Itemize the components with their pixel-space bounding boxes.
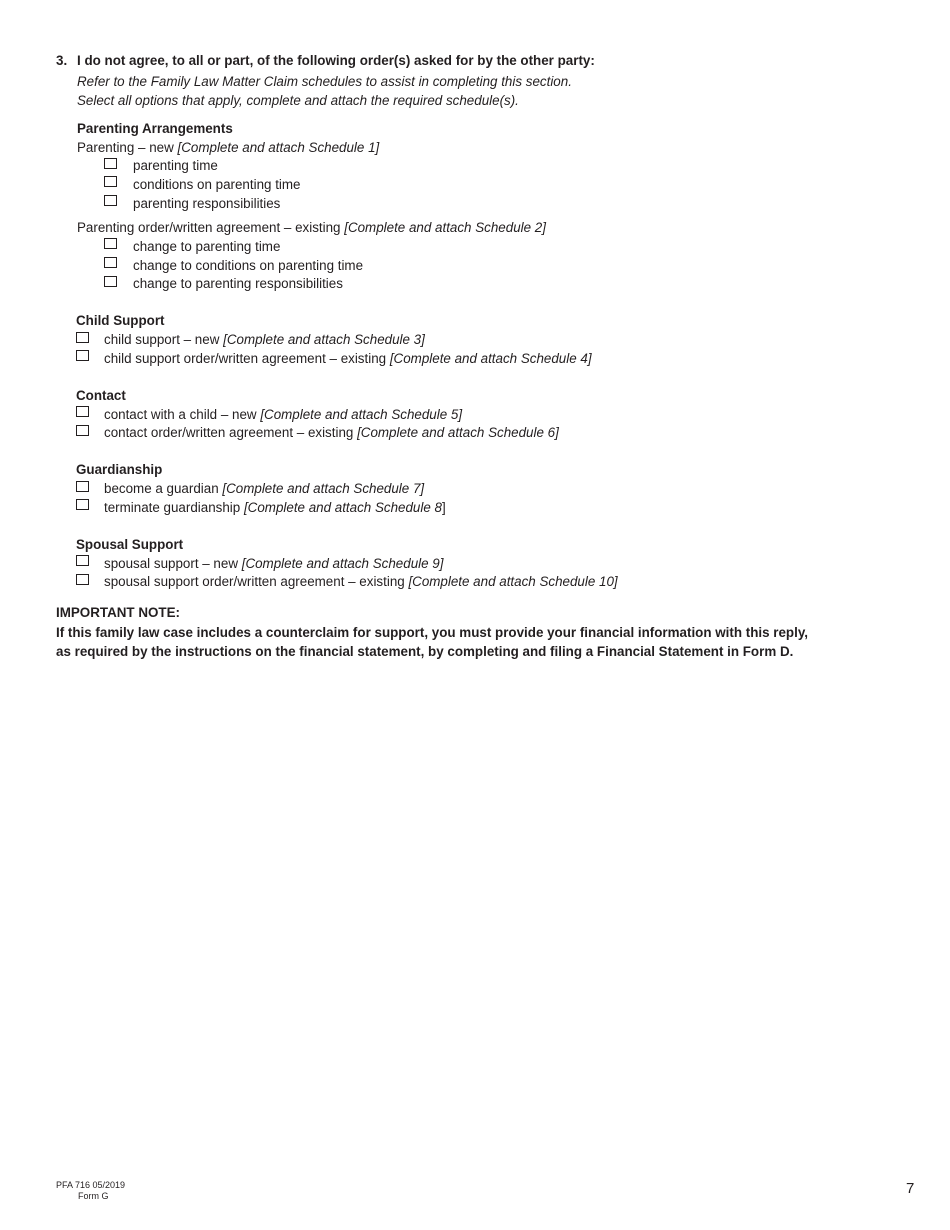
contact-new-checkbox[interactable] bbox=[76, 406, 89, 417]
parenting-title: Parenting Arrangements bbox=[77, 121, 233, 136]
child-support-new-label: child support – new [Complete and attach Schedule 3] bbox=[104, 332, 425, 347]
important-note-title: IMPORTANT NOTE: bbox=[56, 605, 180, 620]
important-note-body bbox=[56, 624, 886, 661]
spousal-support-existing-checkbox[interactable] bbox=[76, 574, 89, 585]
contact-new-label: contact with a child – new [Complete and attach Schedule 5] bbox=[104, 407, 463, 422]
important-note-line-1: If this family law case includes a counterclaim for support, you must provide your financial information with this reply, bbox=[56, 625, 809, 640]
page-number: 7 bbox=[906, 1180, 915, 1197]
important-note-line-2: as required by the instructions on the financial statement, by completing and filing a Financial Statement in Form D. bbox=[56, 643, 794, 659]
change-parenting-time-label: change to parenting time bbox=[133, 239, 281, 254]
section-instruction-2: Select all options that apply, complete and attach the required schedule(s). bbox=[77, 93, 519, 108]
section-heading: I do not agree, to all or part, of the following order(s) asked for by the other party: bbox=[77, 53, 595, 68]
conditions-parenting-time-label: conditions on parenting time bbox=[133, 177, 301, 192]
contact-title: Contact bbox=[76, 388, 126, 403]
spousal-support-title: Spousal Support bbox=[76, 537, 184, 552]
spousal-support-new-label: spousal support – new [Complete and attach Schedule 9] bbox=[104, 556, 444, 571]
contact-existing-checkbox[interactable] bbox=[76, 425, 89, 436]
parenting-responsibilities-label: parenting responsibilities bbox=[133, 196, 281, 211]
terminate-guardianship-label: terminate guardianship [Complete and attach Schedule 8] bbox=[104, 500, 446, 515]
parenting-new-label: Parenting – new [Complete and attach Schedule 1] bbox=[77, 140, 380, 155]
spousal-support-existing-label: spousal support order/written agreement – existing [Complete and attach Schedule 10] bbox=[104, 574, 618, 589]
spousal-support-new-checkbox[interactable] bbox=[76, 555, 89, 566]
change-conditions-label: change to conditions on parenting time bbox=[133, 258, 364, 273]
change-responsibilities-checkbox[interactable] bbox=[104, 276, 117, 287]
change-responsibilities-label: change to parenting responsibilities bbox=[133, 276, 343, 291]
parenting-time-checkbox[interactable] bbox=[104, 158, 117, 169]
parenting-responsibilities-checkbox[interactable] bbox=[104, 195, 117, 206]
change-conditions-checkbox[interactable] bbox=[104, 257, 117, 268]
conditions-parenting-time-checkbox[interactable] bbox=[104, 176, 117, 187]
child-support-existing-checkbox[interactable] bbox=[76, 350, 89, 361]
terminate-guardianship-checkbox[interactable] bbox=[76, 499, 89, 510]
contact-existing-label: contact order/written agreement – existing [Complete and attach Schedule 6] bbox=[104, 425, 559, 440]
section-instruction-1: Refer to the Family Law Matter Claim schedules to assist in completing this section. bbox=[77, 74, 572, 89]
child-support-title: Child Support bbox=[76, 313, 165, 328]
become-guardian-label: become a guardian [Complete and attach Schedule 7] bbox=[104, 481, 425, 496]
become-guardian-checkbox[interactable] bbox=[76, 481, 89, 492]
section-number: 3. bbox=[56, 53, 68, 68]
parenting-time-label: parenting time bbox=[133, 158, 218, 173]
footer-form-name: Form G bbox=[78, 1191, 109, 1201]
guardianship-title: Guardianship bbox=[76, 462, 163, 477]
parenting-existing-label: Parenting order/written agreement – existing [Complete and attach Schedule 2] bbox=[77, 220, 546, 235]
child-support-existing-label: child support order/written agreement – existing [Complete and attach Schedule 4] bbox=[104, 351, 592, 366]
child-support-new-checkbox[interactable] bbox=[76, 332, 89, 343]
change-parenting-time-checkbox[interactable] bbox=[104, 238, 117, 249]
footer-form-code: PFA 716 05/2019 bbox=[56, 1180, 126, 1190]
